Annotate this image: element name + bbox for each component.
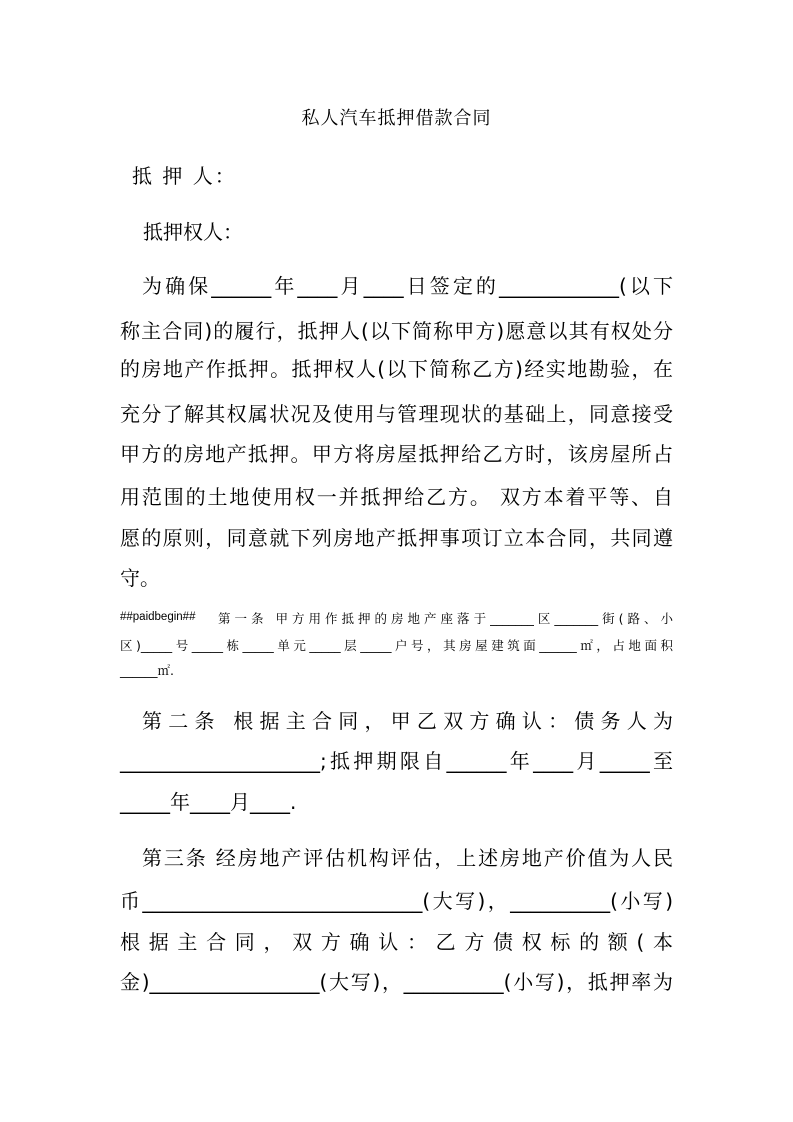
intro-line: 甲方的房地产抵押。甲方将房屋抵押给乙方时，该房屋所占 [120,442,673,466]
intro-line: 充分了解其权属状况及使用与管理现状的基础上，同意接受 [120,402,673,426]
paid-marker: ##paidbegin## [120,611,196,623]
article3-line: 币____________________________(大写)，__________(小写) [120,889,673,913]
pledgor-label: 抵 押 人： [132,164,237,188]
intro-line: 为确保______年____月____日签定的____________(以下 [142,274,673,298]
article3-line: 金)_________________(大写)，__________(小写)，抵押率为 [120,970,673,994]
article2-line: 第二条 根据主合同，甲乙双方确认：债务人为 [142,709,673,733]
intro-line: 用范围的土地使用权一并抵押给乙方。 双方本着平等、自 [120,485,673,509]
article2-line: ____________________;抵押期限自______年____月_____至 [120,749,673,773]
article3-line: 第三条 经房地产评估机构评估，上述房地产价值为人民 [142,846,673,870]
intro-line: 守。 [120,566,160,590]
intro-line: 称主合同)的履行，抵押人(以下简称甲方)愿意以其有权处分 [120,319,673,343]
article1-line: 区)_____号_____栋_____单元_____层_____户号，其房屋建筑面______㎡，占地面积 [120,638,673,653]
article3-line: 根据主合同，双方确认：乙方债权标的额(本 [120,930,673,954]
article2-line: _____年____月____. [120,790,297,814]
article1-line: 第一条 甲方用作抵押的房地产座落于_______区_______街(路、小 [218,611,673,626]
article1-line: ______㎡. [120,663,174,678]
intro-line: 愿的原则，同意就下列房地产抵押事项订立本合同，共同遵 [120,526,673,550]
document-title: 私人汽车抵押借款合同 [301,108,492,129]
intro-line: 的房地产作抵押。抵押权人(以下简称乙方)经实地勘验，在 [120,357,673,381]
pledgee-label: 抵押权人： [143,220,243,244]
